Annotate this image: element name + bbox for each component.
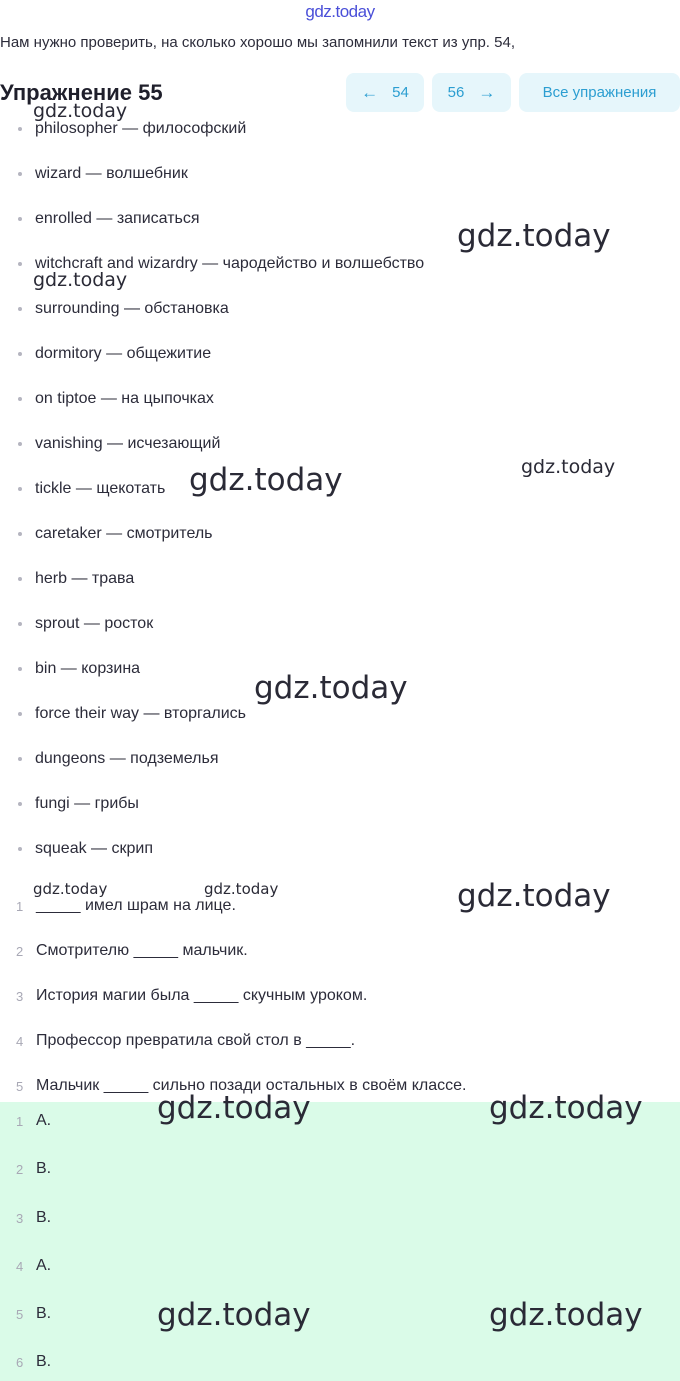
watermark: gdz.today xyxy=(189,462,343,498)
answer-item: 3 B. xyxy=(16,1209,52,1226)
answers-panel xyxy=(0,1102,680,1381)
vocab-item: fungi — грибы xyxy=(0,794,139,814)
answer-item: 2 B. xyxy=(16,1160,52,1177)
bullet-icon xyxy=(18,577,22,581)
bullet-icon xyxy=(18,397,22,401)
site-logo[interactable]: gdz.today xyxy=(305,2,375,21)
arrow-left-icon: ← xyxy=(361,83,379,102)
vocab-item: herb — трава xyxy=(0,569,134,589)
watermark: gdz.today xyxy=(489,1090,643,1126)
vocab-item: tickle — щекотать xyxy=(0,479,165,499)
bullet-icon xyxy=(18,487,22,491)
question-item: 1 _____ имел шрам на лице. xyxy=(16,897,236,914)
answer-item: 5 B. xyxy=(16,1305,52,1322)
vocab-item: sprout — росток xyxy=(0,614,153,634)
bullet-icon xyxy=(18,802,22,806)
prev-exercise-label: 54 xyxy=(392,84,409,101)
vocab-item: bin — корзина xyxy=(0,659,140,679)
bullet-icon xyxy=(18,667,22,671)
answer-item: 6 B. xyxy=(16,1353,52,1370)
bullet-icon xyxy=(18,622,22,626)
watermark: gdz.today xyxy=(457,878,611,914)
intro-text: Нам нужно проверить, на сколько хорошо мы запомнили текст из упр. 54, xyxy=(0,34,515,51)
answer-item: 1 A. xyxy=(16,1112,52,1129)
watermark: gdz.today xyxy=(33,100,128,122)
bullet-icon xyxy=(18,307,22,311)
watermark: gdz.today xyxy=(254,670,408,706)
next-exercise-button[interactable] xyxy=(432,73,511,112)
vocab-item: wizard — волшебник xyxy=(0,164,188,184)
prev-exercise-button[interactable] xyxy=(346,73,424,112)
watermark: gdz.today xyxy=(204,880,279,898)
vocab-item: enrolled — записаться xyxy=(0,209,200,229)
watermark: gdz.today xyxy=(33,880,108,898)
bullet-icon xyxy=(18,847,22,851)
question-item: 3 История магии была _____ скучным уроком. xyxy=(16,987,368,1004)
vocab-item: philosopher — философский xyxy=(0,119,246,139)
bullet-icon xyxy=(18,262,22,266)
all-exercises-button[interactable]: Все упражнения xyxy=(519,73,680,112)
watermark: gdz.today xyxy=(157,1297,311,1333)
vocab-item: force their way — вторгались xyxy=(0,704,246,724)
bullet-icon xyxy=(18,127,22,131)
watermark: gdz.today xyxy=(33,269,128,291)
vocab-item: caretaker — смотритель xyxy=(0,524,212,544)
next-exercise-label: 56 xyxy=(447,84,465,101)
watermark: gdz.today xyxy=(489,1297,643,1333)
answer-item: 4 A. xyxy=(16,1257,52,1274)
vocab-item: dormitory — общежитие xyxy=(0,344,211,364)
question-item: 4 Профессор превратила свой стол в _____. xyxy=(16,1032,356,1049)
vocab-item: surrounding — обстановка xyxy=(0,299,229,319)
page-title: Упражнение 55 xyxy=(0,80,163,105)
bullet-icon xyxy=(18,712,22,716)
bullet-icon xyxy=(18,352,22,356)
watermark: gdz.today xyxy=(521,456,616,478)
bullet-icon xyxy=(18,532,22,536)
vocab-item: squeak — скрип xyxy=(0,839,153,859)
vocab-item: on tiptoe — на цыпочках xyxy=(0,389,214,409)
question-item: 5 Мальчик _____ сильно позади остальных в своём классе. xyxy=(16,1077,467,1094)
vocab-item: witchcraft and wizardry — чародейство и волшебство xyxy=(0,254,424,274)
bullet-icon xyxy=(18,442,22,446)
bullet-icon xyxy=(18,172,22,176)
vocab-item: dungeons — подземелья xyxy=(0,749,218,769)
arrow-right-icon: → xyxy=(478,83,496,102)
question-item: 2 Смотрителю _____ мальчик. xyxy=(16,942,248,959)
bullet-icon xyxy=(18,757,22,761)
watermark: gdz.today xyxy=(157,1090,311,1126)
bullet-icon xyxy=(18,217,22,221)
vocab-item: vanishing — исчезающий xyxy=(0,434,220,454)
watermark: gdz.today xyxy=(457,218,611,254)
